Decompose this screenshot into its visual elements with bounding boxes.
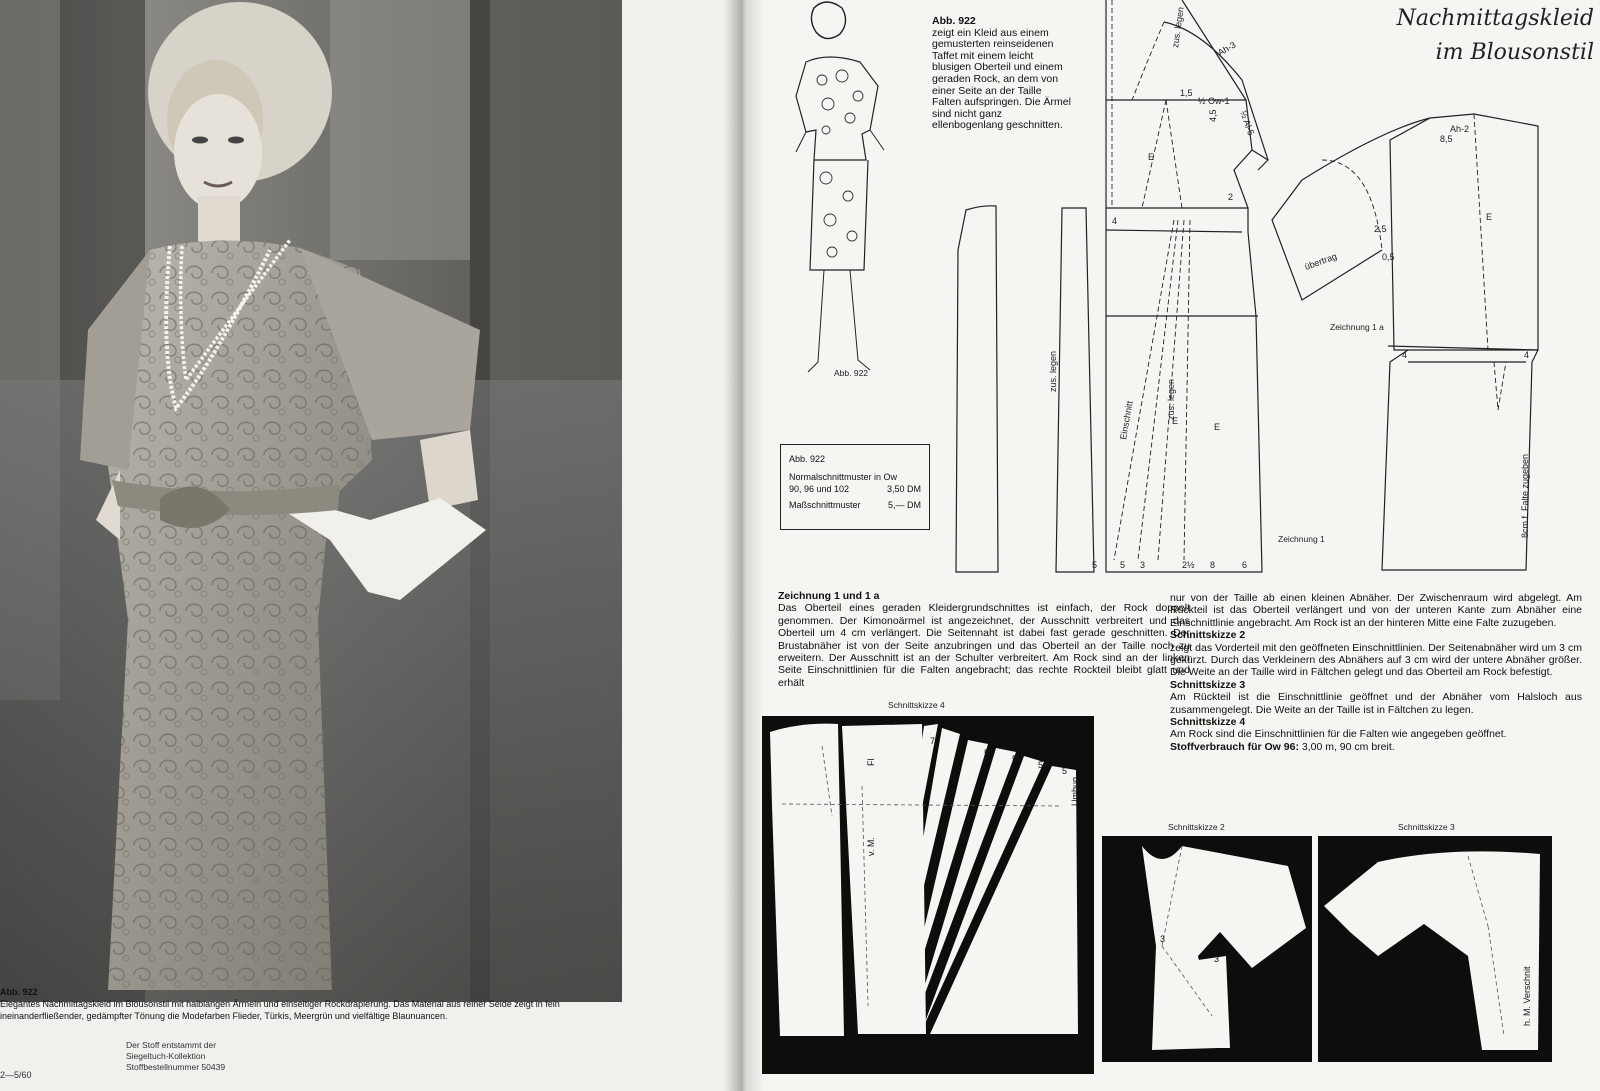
label-al: ½ Al-5	[1238, 109, 1257, 137]
dress-sketch	[766, 0, 906, 390]
label-3b: 3	[1214, 954, 1220, 964]
sketch2-drawing	[1102, 836, 1312, 1062]
bottom-number: 2½	[1182, 560, 1195, 570]
label-ow: ½ Ow-1	[1198, 96, 1230, 106]
label-fl: Fl	[866, 758, 876, 766]
credit-line: Siegeltuch-Kollektion	[126, 1051, 206, 1061]
price-line: Normalschnittmuster in Ow	[789, 472, 898, 482]
section-heading: Schnittskizze 2	[1170, 629, 1246, 642]
caption-text: Elegantes Nachmittagskleid im Blousonstil mit halblangen Ärmeln und einseitiger Rockdrapierung. Das Material aus reiner Seide zeigt in fein ineinanderfließender, gedämpfter Tönung die Modefarben Flieder, Türkis, Meergrün und vielfältige Blaunuancen.	[0, 999, 560, 1021]
sketch3-caption: Schnittskizze 3	[1398, 822, 1455, 832]
sketch4-drawing	[762, 716, 1094, 1074]
label-45: 4,5	[1208, 109, 1218, 122]
pattern-zeichnung-1	[952, 0, 1272, 580]
label-25: 2,5	[1374, 224, 1387, 234]
fabric-consumption-value: 3,00 m, 90 cm breit.	[1298, 740, 1395, 753]
bottom-number: 5	[1092, 560, 1098, 570]
bottom-number: 3	[1140, 560, 1146, 570]
label-zus-legen-2: zus. legen	[1166, 378, 1176, 420]
paragraph: nur von der Taille ab einen kleinen Abnäher. Der Zwischenraum wird abgelegt. Am Rückteil ist das Oberteil verlängert und von der unteren Kante zum Abnäher eine Einschnittlinie angebracht. Am Rock ist an der hinteren Mitte eine Falte zuzugeben.	[1170, 592, 1582, 629]
bottom-number: 5	[1120, 560, 1126, 570]
page-title	[1354, 2, 1594, 70]
label-zus-legen-3: zus. legen	[1170, 6, 1186, 49]
label-2: 2	[1228, 192, 1234, 202]
label-e-3: E	[1214, 422, 1221, 432]
description-text: zeigt ein Kleid aus einem gemusterten reinseidenen Taffet mit einem leicht blusigen Oberteil und einem geraden Rock, an dem von einer Seite an der Taille Falten aufspringen. Die Ärmel sind nicht ganz ellenbogenlang geschnitten.	[932, 26, 1071, 132]
description-heading: Abb. 922	[932, 15, 976, 27]
label-ah3: Ah-3	[1216, 39, 1238, 58]
label-4: 4	[1112, 216, 1118, 226]
sketch4-caption: Schnittskizze 4	[888, 700, 945, 710]
bottom-number: 8	[1210, 560, 1216, 570]
sketch3-drawing	[1318, 836, 1552, 1062]
label-einschnitt: Einschnitt	[1118, 400, 1135, 441]
price-heading: Abb. 922	[789, 454, 826, 464]
sketch-label: Abb. 922	[834, 368, 869, 378]
pattern-zeichnung-1a	[1262, 100, 1562, 580]
fold-number: 5	[1012, 754, 1018, 764]
label-3: 3	[1160, 934, 1166, 944]
paragraph: Das Oberteil eines geraden Kleidergrundschnittes ist einfach, der Rock doppelt genommen. Der Kimonoärmel ist angezeichnet, der Ausschnitt verbreitert und das Oberteil um 4 cm verlängert. Die Seitennaht ist dabei fast gerade geschnitten. Der Brustabnäher ist von der Seite anzubringen und das Oberteil an der Taille noch zu erweitern. Der Ausschnitt ist an der Schulter verbreitert. Am Rock sind an der linken Seite Einschnittlinien für die Falten angebracht; das rechte Rockteil bleibt glatt und erhält	[778, 602, 1190, 689]
credit-line: Stoffbestellnummer 50439	[126, 1062, 226, 1072]
label-falte: 8cm f. Falte zugeben	[1520, 453, 1530, 538]
price-sizes: 90, 96 und 102	[789, 484, 850, 494]
label-e-2: E	[1172, 416, 1179, 426]
label-4a: 4	[1402, 350, 1408, 360]
paragraph: Am Rückteil ist die Einschnittlinie geöffnet und der Abnäher vom Halsloch aus zusammengelegt. Die Weite an der Taille ist in Fältchen zu legen.	[1170, 691, 1582, 716]
text-column-2	[1170, 592, 1582, 753]
left-page	[0, 0, 742, 1091]
label-vm: v. M.	[866, 837, 876, 856]
label-15: 1,5	[1180, 88, 1193, 98]
section-heading: Schnittskizze 3	[1170, 678, 1246, 691]
fabric-consumption	[1170, 741, 1582, 753]
caption-title: Abb. 922	[0, 987, 38, 997]
fabric-consumption-label: Stoffverbrauch für Ow 96:	[1170, 740, 1299, 753]
label-ubertrag: übertrag	[1303, 251, 1339, 272]
photo-caption	[0, 986, 600, 1022]
text-column-1	[778, 590, 1190, 689]
label-vm-bruch: v. M. Bruch	[1144, 951, 1154, 996]
zeichnung-1-label: Zeichnung 1	[1278, 534, 1325, 544]
bottom-number: 6	[1242, 560, 1248, 570]
price-normal: 3,50 DM	[886, 484, 921, 494]
price-mass: 5,— DM	[887, 500, 921, 510]
price-row	[789, 483, 921, 495]
section-heading: Zeichnung 1 und 1 a	[778, 590, 880, 602]
label-e: E	[1148, 152, 1155, 162]
title-line: Nachmittagskleid	[1396, 6, 1594, 31]
photo-illustration	[0, 0, 622, 1002]
zeichnung-1a-label: Zeichnung 1 a	[1330, 322, 1384, 332]
price-row	[789, 499, 921, 511]
label-umbug: Umbug	[1070, 776, 1080, 806]
fabric-credit	[126, 1040, 225, 1073]
title-line: im Blousonstil	[1435, 40, 1594, 65]
schnittskizze-4	[762, 716, 1094, 1074]
fold-number: 6	[958, 742, 964, 752]
label-ah2: Ah-2	[1450, 124, 1470, 134]
label-hm: h. M. Verschnit	[1522, 966, 1532, 1026]
sketch2-caption: Schnittskizze 2	[1168, 822, 1225, 832]
fashion-photo	[0, 0, 622, 1002]
schnittskizze-3	[1318, 836, 1552, 1062]
schnittskizze-2	[1102, 836, 1312, 1062]
fold-number: 5	[1038, 760, 1044, 770]
fold-number: 5	[984, 748, 990, 758]
label-05: 0,5	[1382, 252, 1395, 262]
credit-line: Der Stoff entstammt der	[126, 1040, 217, 1050]
section-heading: Schnittskizze 4	[1170, 716, 1246, 729]
paragraph: Am Rock sind die Einschnittlinien für die Falten wie angegeben geöffnet.	[1170, 728, 1507, 741]
fold-number: 5	[1062, 766, 1068, 776]
fold-number: 7	[930, 736, 936, 746]
price-mass-label: Maßschnittmuster	[789, 500, 861, 510]
page-number: 2—5/60	[0, 1070, 32, 1080]
right-page	[742, 0, 1600, 1091]
label-zus-legen: zus. legen	[1048, 350, 1058, 392]
label-85: 8,5	[1440, 134, 1453, 144]
paragraph: zeigt das Vorderteil mit den geöffneten Einschnittlinien. Der Seitenabnäher wird um 3 cm gekürzt. Durch das Verkleinern des Abnähers auf 3 cm wird der untere Abnäher größer. Die Weite an der Taille wird in Fältchen gelegt und das Oberteil am Rock befestigt.	[1170, 641, 1582, 679]
label-e-1a: E	[1486, 212, 1493, 222]
price-box	[780, 444, 930, 530]
label-4b: 4	[1524, 350, 1530, 360]
